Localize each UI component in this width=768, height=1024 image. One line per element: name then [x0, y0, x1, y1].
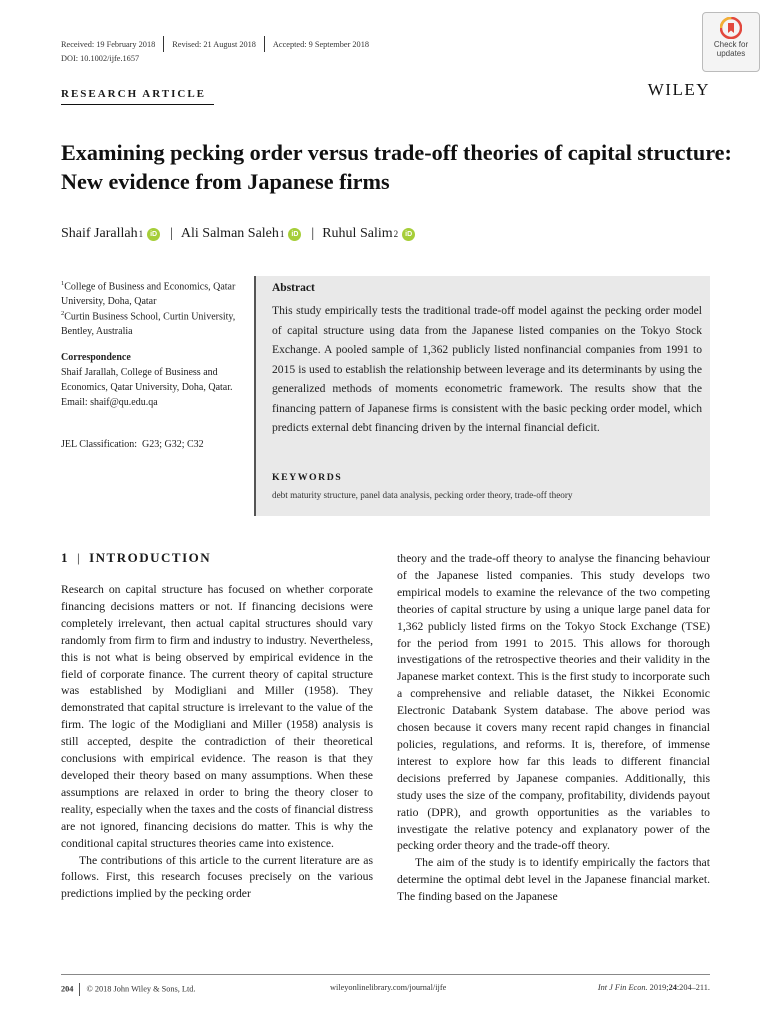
citation-year: 2019; — [649, 983, 669, 992]
author-affil: 2 — [393, 229, 399, 239]
journal-abbrev: Int J Fin Econ. — [597, 983, 648, 992]
body-paragraph: Research on capital structure has focused on whether corporate financing decisions matters or not. If financing decisions were completely irrelevant, then actual capital structures should vary randomly from firm to firm and industry to industry. Nevertheless, this is not what is being observed by empirical evidence in the field of corporate finance. The current theory of capital structure was established by Modigliani and Miller (1958). They demonstrated that capital structure is irrelevant to the value of the firm. The logic of the Modigliani and Miller (1958) analysis is still accepted, despite the contradiction of their theoretical conclusions with empirical evidence. The reason is that they developed their theory based on many assumptions. When these assumptions are relaxed in order to bring the theory closer to reality, especially when the taxes and the costs of financial distress are not ignored, financing decisions do matter. This is why the conditional capital structures theories came into existence. — [61, 583, 373, 850]
correspondence-text: Shaif Jarallah, College of Business and Economics, Qatar University, Doha, Qatar. — [61, 367, 233, 393]
author-separator: | — [311, 226, 315, 241]
correspondence — [61, 350, 241, 410]
abstract-text: This study empirically tests the traditional trade-off model against the pecking order model of capital structure using data from the Japanese listed companies on the Tokyo Stock Exchange. A pooled sample of 1,362 publicly listed nonfinancial companies from 1991 to 2015 is used to establish the relationship between leverage and its determinants by using the generalized methods of moments econometric framework. The results show that the financing pattern of Japanese firms is consistent with the basic pecking order model, which predicts external debt financing driven by the internal financial deficit. — [272, 304, 702, 434]
section-divider: | — [77, 550, 82, 565]
copyright: © 2018 John Wiley & Sons, Ltd. — [86, 984, 196, 994]
author-affil: 1 — [279, 229, 285, 239]
keywords-list: debt maturity structure, panel data analysis, pecking order theory, trade-off theory — [272, 490, 573, 500]
date-divider — [163, 36, 164, 52]
doi[interactable]: DOI: 10.1002/ijfe.1657 — [61, 54, 140, 63]
article-type-underline — [61, 104, 214, 105]
author-separator: | — [170, 226, 173, 241]
affiliation-text: College of Business and Economics, Qatar University, Doha, Qatar — [61, 281, 236, 308]
journal-url[interactable]: wileyonlinelibrary.com/journal/ijfe — [330, 983, 447, 992]
body-paragraph: The aim of the study is to identify empirically the factors that determine the optimal debt level in the Japanese financial market. The finding based on the Japanese — [397, 856, 710, 904]
section-heading — [61, 550, 211, 566]
body-paragraph: The contributions of this article to the current literature are as follows. First, this research focuses precisely on the various predictions implied by the pecking order — [61, 853, 373, 901]
body-paragraph: theory and the trade-off theory to analyse the financing behaviour of the Japanese listed companies. This study develops two empirical models to examine the relevance of the two competing theories of capital structure by using a unique large panel data for 1,362 publicly listed firms on the Tokyo Stock Exchange (TSE) for the period from 1991 to 2015. This allows for thorough investigations of the retrospective theories and their validity in the Japanese market context. This is the first study to incorporate such a comprehensive and reliable dataset, the Nikkei Economic Electronic Databank System database. The above period was chosen because it covers many recent rapid changes in financial policies, regulations, and reforms. It is, therefore, of immense interest to explore how far this leads to different financial decisions preferred by Japanese companies. Additionally, this study uses the size of the company, profitability, dividends payout ratio (DPR), and growth opportunities as the variables to investigate the relative potency and explanatory power of the pecking order theory and the trade-off theory. — [397, 552, 710, 853]
author-name[interactable]: Shaif Jarallah — [61, 226, 138, 241]
correspondence-email[interactable]: Email: shaif@qu.edu.qa — [61, 397, 158, 408]
affiliation-text: Curtin Business School, Curtin University, Bentley, Australia — [61, 311, 236, 338]
correspondence-heading: Correspondence — [61, 352, 131, 363]
affiliation — [61, 276, 241, 309]
body-column-left — [61, 582, 373, 903]
affiliation — [61, 306, 241, 339]
author-name[interactable]: Ruhul Salim — [322, 226, 393, 241]
section-title: INTRODUCTION — [89, 550, 212, 565]
footer-rule — [61, 974, 710, 975]
check-for-updates-line2: updates — [716, 49, 746, 58]
revised-date: Revised: 21 August 2018 — [172, 39, 256, 49]
citation-pages: :204–211. — [676, 983, 710, 992]
orcid-icon[interactable]: iD — [147, 228, 160, 241]
article-type: RESEARCH ARTICLE — [61, 88, 207, 100]
author-affil: 1 — [138, 229, 144, 239]
author-name[interactable]: Ali Salman Saleh — [180, 226, 279, 241]
check-for-updates-line1: Check for — [713, 40, 749, 49]
section-number: 1 — [61, 550, 69, 565]
date-divider — [264, 36, 265, 52]
author-list — [61, 226, 421, 242]
journal-citation — [598, 983, 710, 992]
publisher-logo: WILEY — [647, 80, 710, 99]
received-date: Received: 19 February 2018 — [61, 39, 156, 49]
body-column-right — [397, 551, 710, 906]
article-dates — [61, 36, 369, 52]
page-number: 204 — [61, 984, 74, 994]
abstract-heading: Abstract — [272, 282, 315, 294]
citation-volume: 24 — [668, 983, 677, 992]
jel-classification: JEL Classification: G23; G32; C32 — [61, 439, 204, 450]
check-for-updates-badge[interactable] — [702, 12, 760, 72]
orcid-icon[interactable]: iD — [402, 228, 415, 241]
accepted-date: Accepted: 9 September 2018 — [272, 39, 369, 49]
keywords-heading: KEYWORDS — [272, 472, 343, 483]
footer-divider — [79, 983, 80, 996]
orcid-icon[interactable]: iD — [288, 228, 301, 241]
check-for-updates-icon — [720, 17, 742, 39]
affiliation-number: 1 — [61, 280, 65, 287]
article-title: Examining pecking order versus trade-off theories of capital structure: New evidence from Japanese firms — [61, 140, 732, 194]
affiliation-number: 2 — [61, 310, 65, 317]
